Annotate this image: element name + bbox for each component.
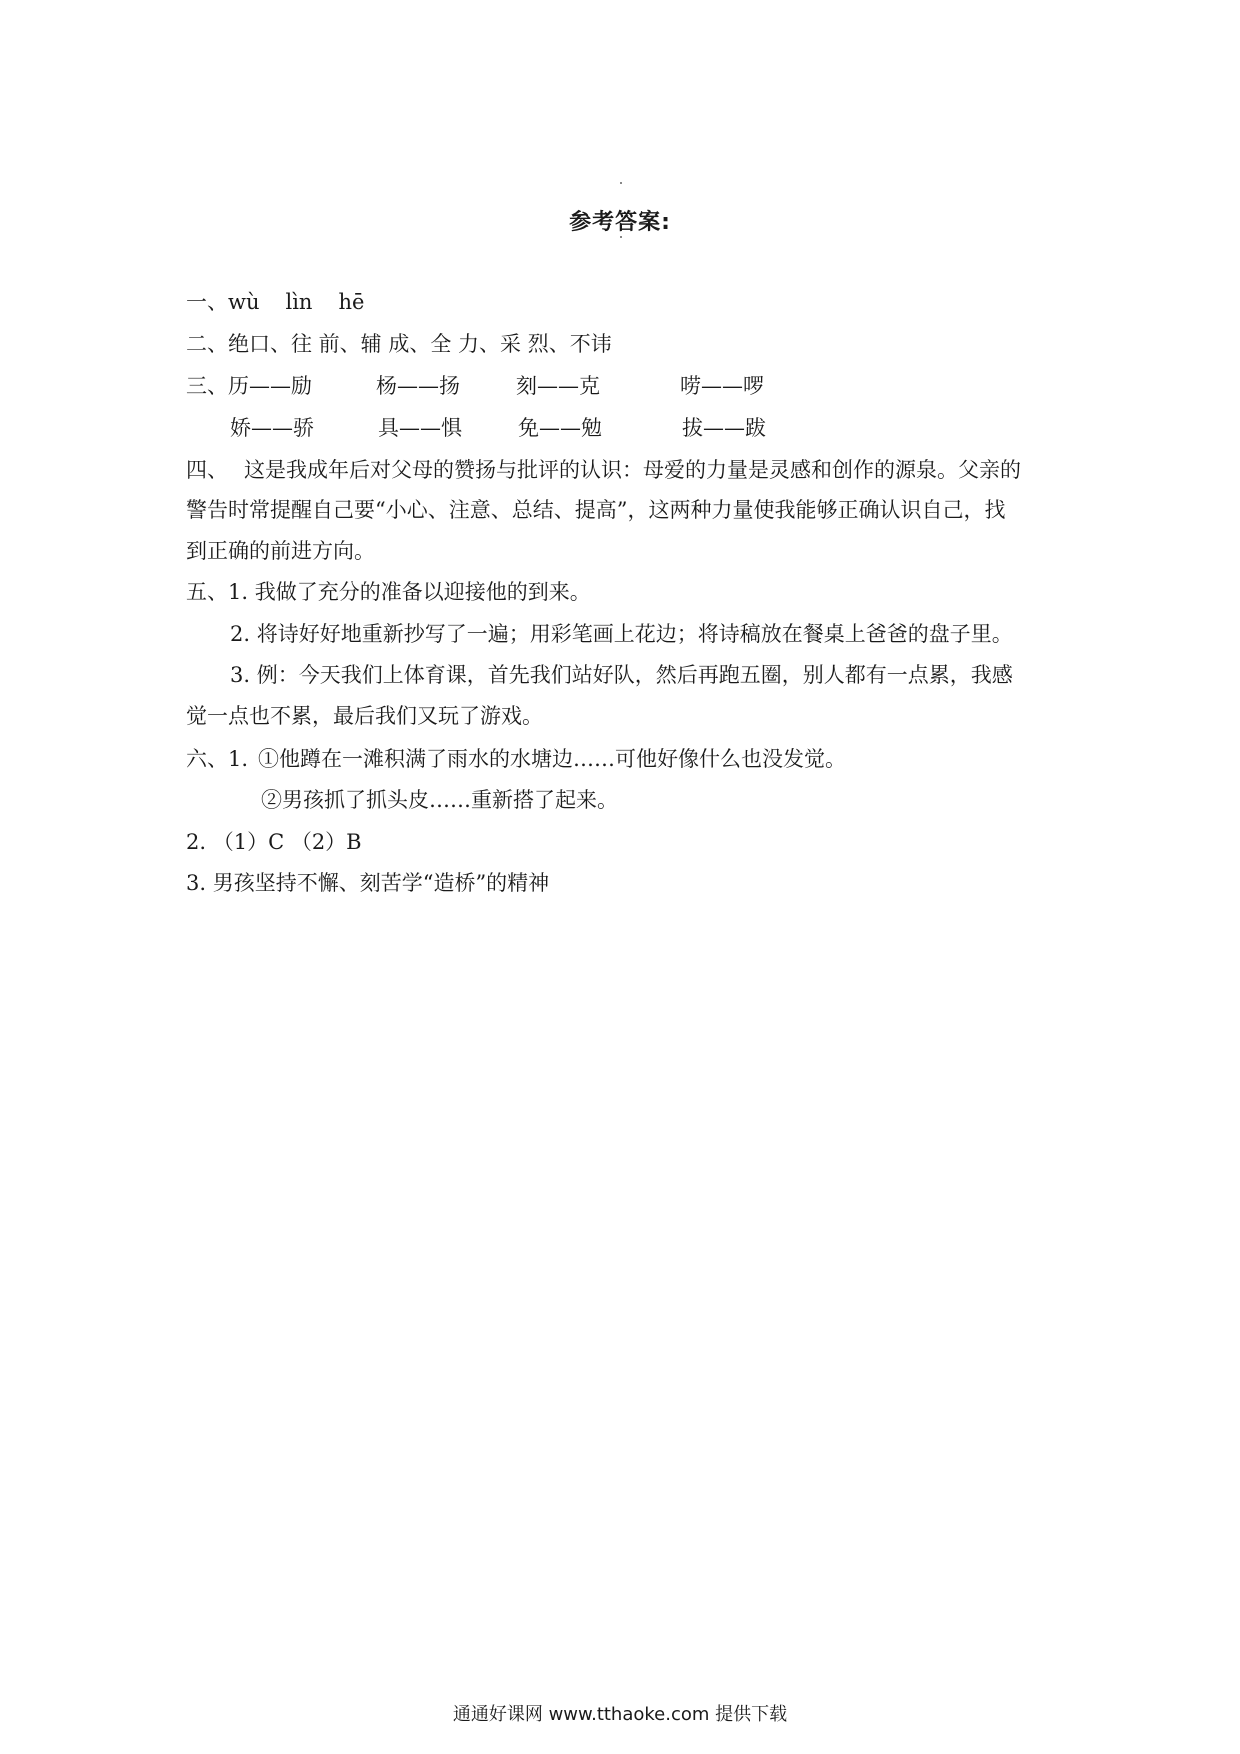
q5-text: 1. 我做了充分的准备以迎接他的到来。 [228, 580, 591, 604]
q4-text: 这是我成年后对父母的赞扬与批评的认识：母爱的力量是灵感和创作的源泉。父亲的 [244, 458, 1021, 482]
q1-number: 一、 [186, 290, 228, 314]
q6-number: 六、 [186, 747, 228, 771]
q4-line-1 [186, 456, 1021, 484]
q3-pair: 历——励 [228, 374, 312, 398]
q6-item-1-label: 1. [228, 747, 249, 771]
q1-pinyin-2: lìn [285, 290, 313, 314]
q1-pinyin-3: hē [338, 290, 365, 314]
q6-item-1b: ②男孩抓了抓头皮……重新搭了起来。 [261, 788, 618, 812]
footer-credit: 通通好课网 www.tthaoke.com 提供下载 [452, 1704, 788, 1725]
q2-text: 绝口、往 前、辅 成、全 力、采 烈、不讳 [228, 332, 612, 356]
q5-item-2: 2. 将诗好好地重新抄写了一遍；用彩笔画上花边；将诗稿放在餐桌上爸爸的盘子里。 [230, 622, 1013, 646]
q3-pair: 刻——克 [516, 374, 600, 398]
q6-text: ①他蹲在一滩积满了雨水的水塘边……可他好像什么也没发觉。 [258, 747, 847, 771]
q5-item-3: 3. 例：今天我们上体育课，首先我们站好队，然后再跑五圈，别人都有一点累，我感 [230, 663, 1013, 687]
q3-pair: 免——勉 [518, 416, 602, 440]
q1-line [186, 288, 390, 316]
q3-row-2 [230, 414, 830, 442]
q4-number: 四、 [186, 458, 228, 482]
q5-item-3-cont: 觉一点也不累，最后我们又玩了游戏。 [186, 704, 543, 728]
scan-speck [620, 182, 622, 184]
q6-item-2: 2. （1）C （2）B [186, 830, 362, 854]
page-title: 参考答案: [569, 210, 671, 235]
q3-pair: 杨——扬 [376, 374, 460, 398]
q5-number: 五、 [186, 580, 228, 604]
q5-item-1 [186, 578, 591, 606]
q3-row-1 [186, 372, 828, 400]
q3-pair: 唠——啰 [680, 374, 764, 398]
q6-item-1a [186, 745, 846, 773]
q6-item-3: 3. 男孩坚持不懈、刻苦学“造桥”的精神 [186, 871, 550, 895]
q3-number: 三、 [186, 374, 228, 398]
q2-number: 二、 [186, 332, 228, 356]
q3-pair: 具——惧 [378, 416, 462, 440]
q3-pair: 拔——跋 [682, 416, 766, 440]
q1-pinyin-1: wù [228, 290, 260, 314]
q3-pair: 娇——骄 [230, 416, 314, 440]
scan-speck [620, 236, 622, 238]
q2-line [186, 330, 612, 358]
q4-line-2: 警告时常提醒自己要“小心、注意、总结、提高”，这两种力量使我能够正确认识自己，找 [186, 498, 1006, 522]
q4-line-3: 到正确的前进方向。 [186, 539, 375, 563]
